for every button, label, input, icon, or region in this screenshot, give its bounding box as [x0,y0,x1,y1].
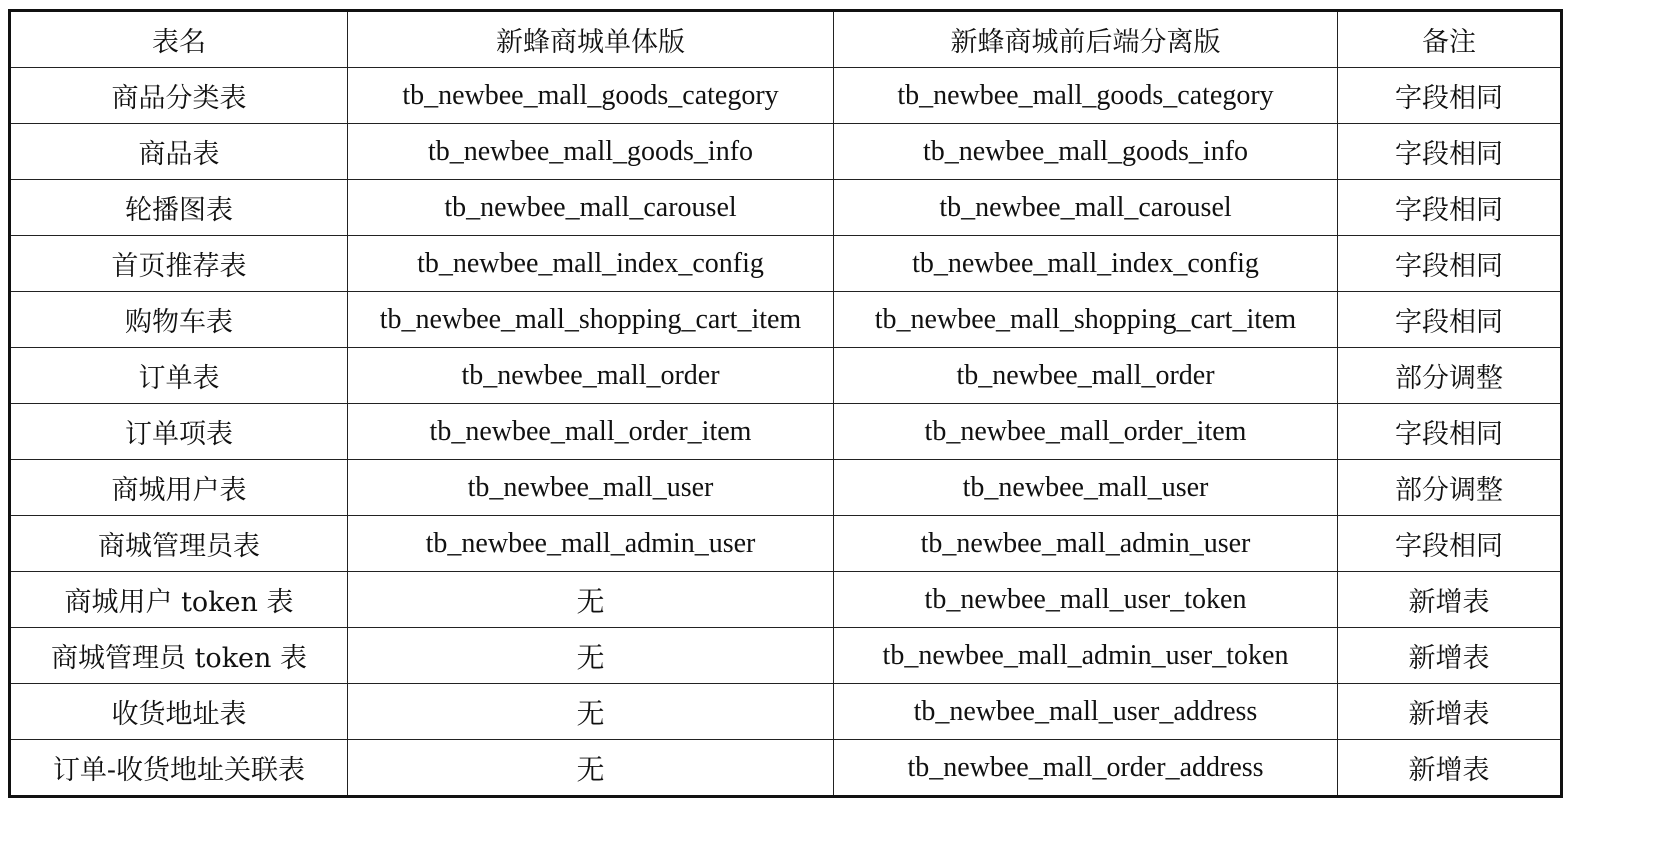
cell-monolith: tb_newbee_mall_shopping_cart_item [348,292,834,348]
table-row [10,124,1562,180]
cell-monolith: tb_newbee_mall_carousel [348,180,834,236]
cell-monolith: tb_newbee_mall_goods_category [348,68,834,124]
cell-separated: tb_newbee_mall_shopping_cart_item [834,292,1338,348]
table-row [10,684,1562,740]
table-header [10,11,1562,68]
cell-separated: tb_newbee_mall_user_address [834,684,1338,740]
cell-table-name: 商品表 [10,124,348,180]
cell-table-name: 商城用户表 [10,460,348,516]
cell-remarks: 新增表 [1338,740,1562,797]
table-row [10,740,1562,797]
cell-remarks: 字段相同 [1338,236,1562,292]
table-body [10,68,1562,797]
cell-separated: tb_newbee_mall_admin_user_token [834,628,1338,684]
table-container [8,9,1560,798]
cell-table-name: 订单项表 [10,404,348,460]
table-row [10,516,1562,572]
cell-table-name: 订单-收货地址关联表 [10,740,348,797]
cell-separated: tb_newbee_mall_carousel [834,180,1338,236]
table-comparison [8,9,1563,798]
cell-remarks: 部分调整 [1338,460,1562,516]
table-row [10,572,1562,628]
cell-remarks: 字段相同 [1338,292,1562,348]
cell-remarks: 字段相同 [1338,516,1562,572]
cell-separated: tb_newbee_mall_order [834,348,1338,404]
table-row [10,292,1562,348]
cell-table-name: 订单表 [10,348,348,404]
cell-separated: tb_newbee_mall_goods_info [834,124,1338,180]
cell-table-name: 轮播图表 [10,180,348,236]
cell-remarks: 新增表 [1338,684,1562,740]
cell-remarks: 字段相同 [1338,68,1562,124]
cell-table-name: 商品分类表 [10,68,348,124]
cell-separated: tb_newbee_mall_admin_user [834,516,1338,572]
table-row [10,68,1562,124]
cell-table-name: 首页推荐表 [10,236,348,292]
cell-table-name: 商城用户 token 表 [10,572,348,628]
cell-remarks: 新增表 [1338,628,1562,684]
table-row [10,180,1562,236]
cell-separated: tb_newbee_mall_goods_category [834,68,1338,124]
cell-monolith: tb_newbee_mall_order [348,348,834,404]
table-row [10,628,1562,684]
header-separated: 新蜂商城前后端分离版 [834,11,1338,68]
cell-monolith: tb_newbee_mall_goods_info [348,124,834,180]
cell-monolith: tb_newbee_mall_admin_user [348,516,834,572]
table-row [10,236,1562,292]
cell-monolith: tb_newbee_mall_order_item [348,404,834,460]
cell-remarks: 新增表 [1338,572,1562,628]
cell-monolith: 无 [348,684,834,740]
header-remarks: 备注 [1338,11,1562,68]
cell-table-name: 收货地址表 [10,684,348,740]
table-row [10,404,1562,460]
table-row [10,460,1562,516]
cell-separated: tb_newbee_mall_index_config [834,236,1338,292]
cell-monolith: 无 [348,628,834,684]
cell-table-name: 购物车表 [10,292,348,348]
cell-remarks: 部分调整 [1338,348,1562,404]
cell-monolith: 无 [348,740,834,797]
cell-monolith: 无 [348,572,834,628]
table-row [10,348,1562,404]
header-row [10,11,1562,68]
cell-table-name: 商城管理员 token 表 [10,628,348,684]
cell-separated: tb_newbee_mall_user_token [834,572,1338,628]
cell-separated: tb_newbee_mall_order_item [834,404,1338,460]
cell-table-name: 商城管理员表 [10,516,348,572]
cell-remarks: 字段相同 [1338,404,1562,460]
cell-monolith: tb_newbee_mall_user [348,460,834,516]
header-table-name: 表名 [10,11,348,68]
cell-remarks: 字段相同 [1338,180,1562,236]
cell-remarks: 字段相同 [1338,124,1562,180]
cell-monolith: tb_newbee_mall_index_config [348,236,834,292]
cell-separated: tb_newbee_mall_order_address [834,740,1338,797]
header-monolith: 新蜂商城单体版 [348,11,834,68]
cell-separated: tb_newbee_mall_user [834,460,1338,516]
